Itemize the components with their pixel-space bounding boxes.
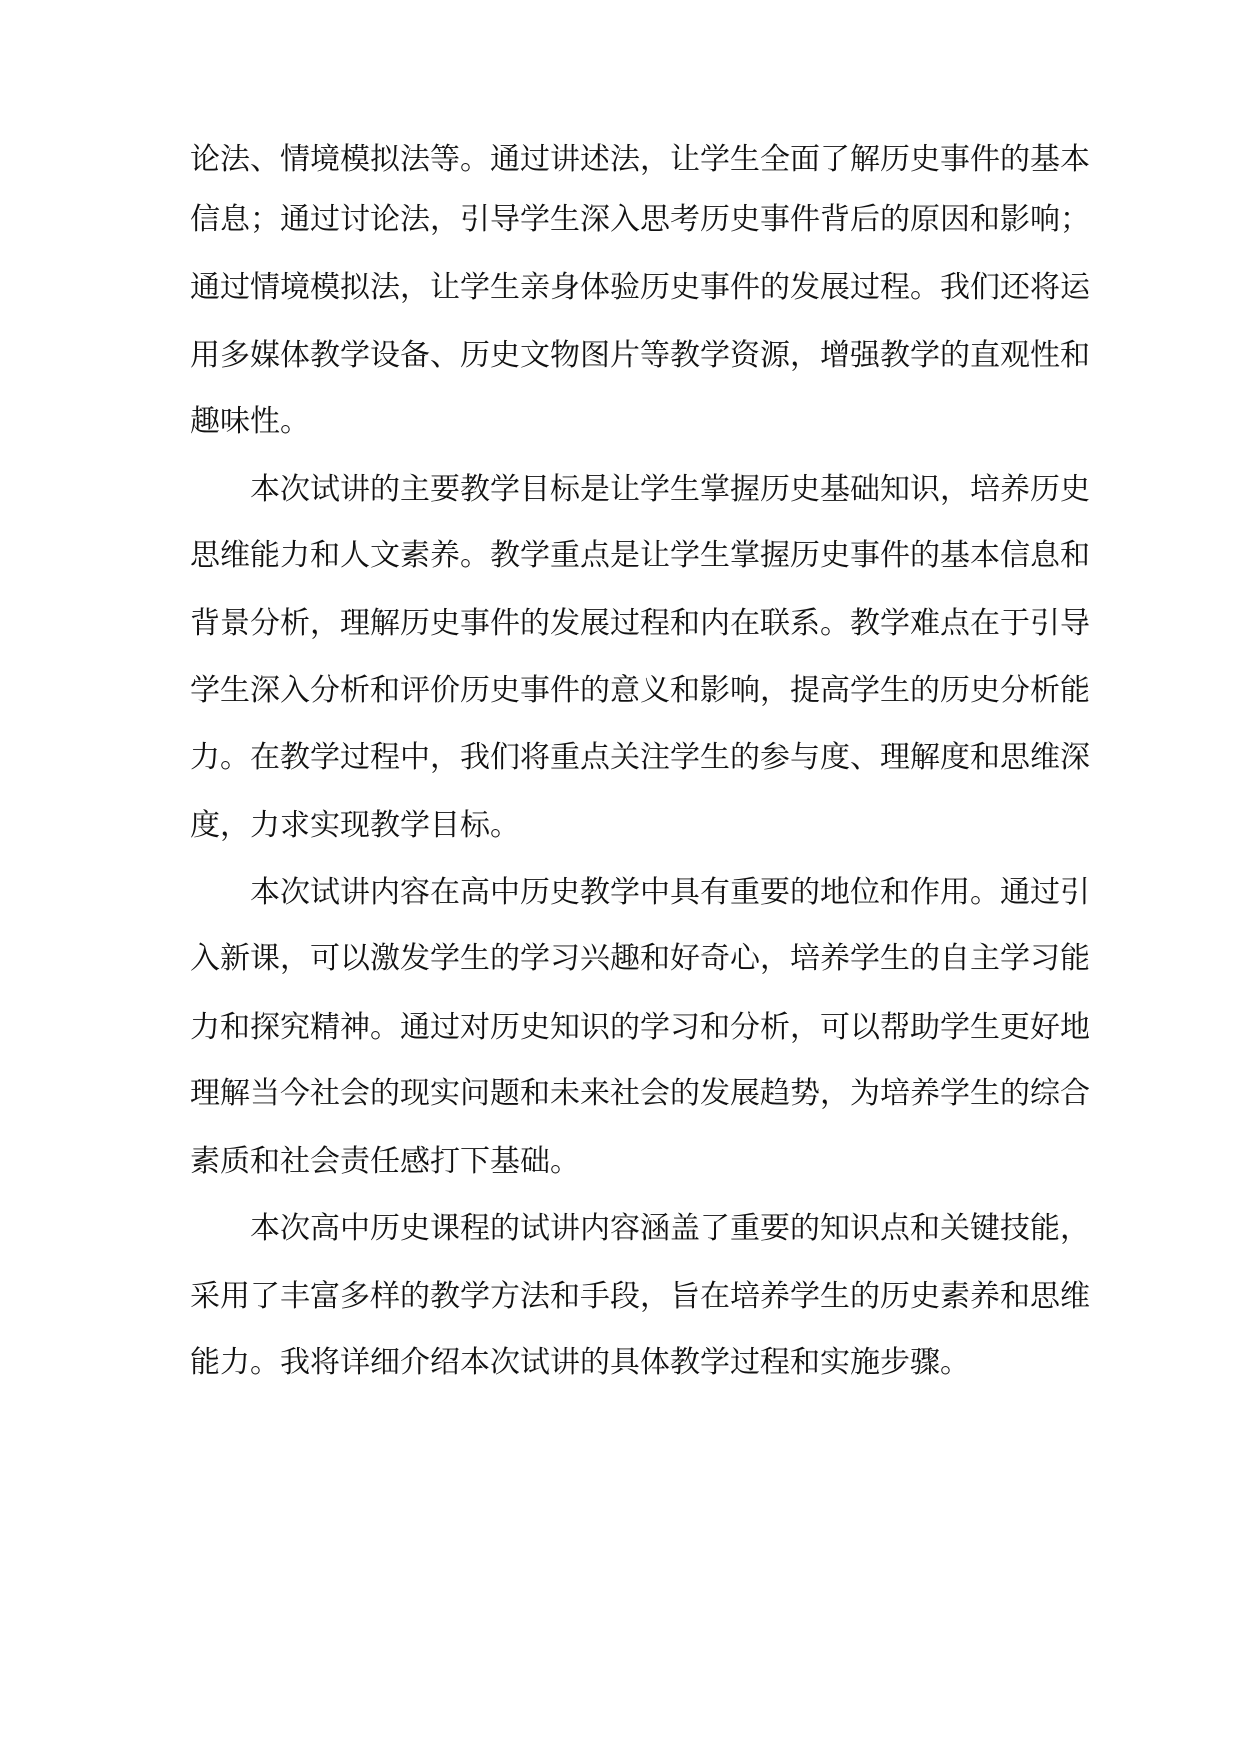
paragraph-2-line-4: 学生深入分析和评价历史事件的意义和影响，提高学生的历史分析能 <box>190 673 1090 708</box>
paragraph-4-line-3: 能力。我将详细介绍本次试讲的具体教学过程和实施步骤。 <box>190 1345 970 1380</box>
paragraph-1-line-5: 趣味性。 <box>190 404 310 439</box>
paragraph-2-line-5: 力。在教学过程中，我们将重点关注学生的参与度、理解度和思维深 <box>190 740 1090 775</box>
paragraph-2-line-3: 背景分析，理解历史事件的发展过程和内在联系。教学难点在于引导 <box>190 606 1090 641</box>
paragraph-1-line-4: 用多媒体教学设备、历史文物图片等教学资源，增强教学的直观性和 <box>190 338 1090 373</box>
paragraph-2-line-6: 度，力求实现教学目标。 <box>190 808 520 843</box>
paragraph-3-line-4: 理解当今社会的现实问题和未来社会的发展趋势，为培养学生的综合 <box>190 1076 1090 1111</box>
paragraph-3-line-1: 本次试讲内容在高中历史教学中具有重要的地位和作用。通过引 <box>250 875 1090 910</box>
paragraph-1-line-3: 通过情境模拟法，让学生亲身体验历史事件的发展过程。我们还将运 <box>190 270 1090 305</box>
paragraph-2-line-1: 本次试讲的主要教学目标是让学生掌握历史基础知识，培养历史 <box>250 472 1090 507</box>
paragraph-3-line-2: 入新课，可以激发学生的学习兴趣和好奇心，培养学生的自主学习能 <box>190 941 1090 976</box>
paragraph-3-line-3: 力和探究精神。通过对历史知识的学习和分析，可以帮助学生更好地 <box>190 1010 1090 1045</box>
paragraph-2-line-2: 思维能力和人文素养。教学重点是让学生掌握历史事件的基本信息和 <box>190 538 1090 573</box>
paragraph-3-line-5: 素质和社会责任感打下基础。 <box>190 1144 580 1179</box>
paragraph-4-line-1: 本次高中历史课程的试讲内容涵盖了重要的知识点和关键技能， <box>250 1211 1090 1246</box>
paragraph-1-line-1: 论法、情境模拟法等。通过讲述法，让学生全面了解历史事件的基本 <box>190 142 1090 177</box>
paragraph-1-line-2: 信息；通过讨论法，引导学生深入思考历史事件背后的原因和影响； <box>190 202 1090 237</box>
paragraph-4-line-2: 采用了丰富多样的教学方法和手段，旨在培养学生的历史素养和思维 <box>190 1279 1090 1314</box>
